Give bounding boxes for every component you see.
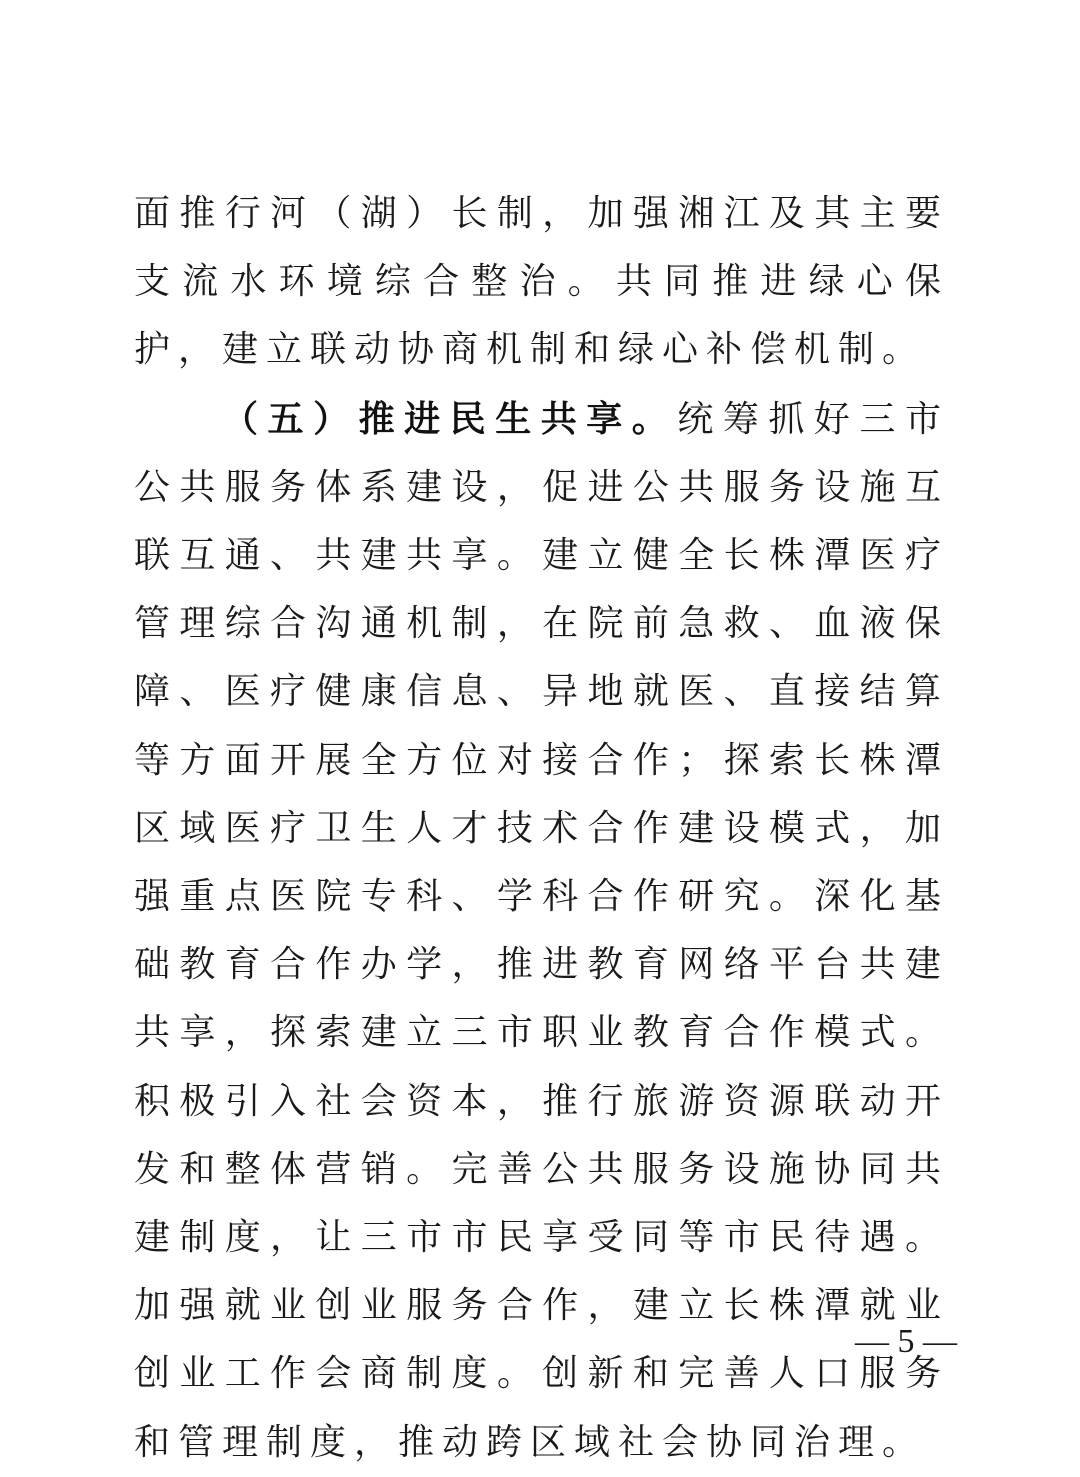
section-body-text: 统筹抓好三市公共服务体系建设，促进公共服务设施互联互通、共建共享。建立健全长株潭医疗管理综合沟通机制，在院前急救、血液保障、医疗健康信息、异地就医、直接结算等方面开展全方位对接合作；探索长株潭区域医疗卫生人才技术合作建设模式，加强重点医院专科、学科合作研究。深化基础教育合作办学，推进教育网络平台共建共享，探索建立三市职业教育合作模式。积极引入社会资本，推行旅游资源联动开发和整体营销。完善公共服务设施协同共建制度，让三市市民享受同等市民待遇。加强就业创业服务合作，建立长株潭就业创业工作会商制度。创新和完善人口服务和管理制度，推动跨区域社会协同治理。 (134, 398, 949, 1463)
page-number: — 5 — (855, 1323, 957, 1360)
document-body (134, 180, 949, 1477)
paragraph-continuation: 面推行河（湖）长制，加强湘江及其主要支流水环境综合整治。共同推进绿心保护，建立联动协商机制和绿心补偿机制。 (134, 193, 949, 371)
section-heading: （五）推进民生共享。 (222, 397, 678, 440)
paragraph-livelihood-sharing (134, 385, 949, 1477)
